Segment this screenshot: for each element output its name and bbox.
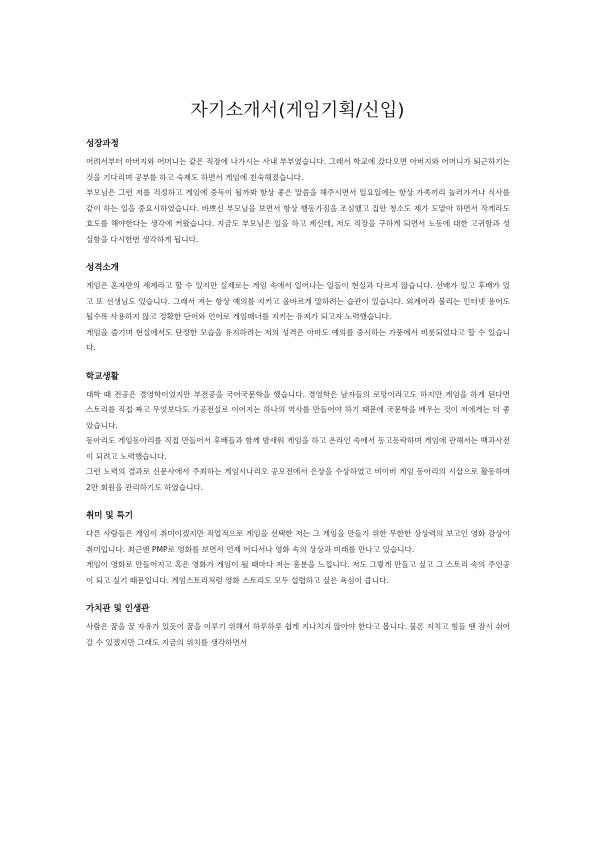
paragraph: 사람은 꿈을 꿀 자유가 있듯이 꿈을 이루기 위해서 하루하루 쉽게 지나치지 않아야 한다고 봅니다. 물론 지치고 힘들 땐 잠시 쉬어갈 수 있겠지만 그래도 지금의 위치를 생각하면서 xyxy=(86,622,510,647)
paragraph: 동아리도 게임동아리를 직접 만들어서 후배들과 함께 밤새워 게임을 하고 온라인 속에서 동고동락하며 게임에 관해서는 백과사전이 되려고 노력했습니다. xyxy=(86,436,510,461)
section-heading: 성격소개 xyxy=(86,263,119,273)
paragraph: 그런 노력의 결과로 신문사에서 주최하는 게임시나리오 공모전에서 은상을 수상하였고 비이버 게임 동아리의 시삽으로 활동하며 2만 회원을 관리하기도 하였습니다. xyxy=(86,467,510,492)
paragraph: 게임을 즐기며 현실에서도 단정한 모습을 유지하려는 저의 성격은 아마도 예의를 중시하는 가풍에서 비롯되었다고 할 수 있습니다. xyxy=(86,327,510,352)
section-heading: 학교생활 xyxy=(86,371,119,382)
paragraph: 게임이 영화로 만들어지고 혹은 영화가 게임이 될 때마다 저는 흥분을 느낍니다. 저도 그렇게 만들고 싶고 그 스토리 속의 주인공이 되고 싶기 때문입니다. 게임스토리처럼 영화 스토리도 모두 섭렵하고 싶은 욕심이 큽니다. xyxy=(86,560,510,585)
paragraph: 부모님은 그런 저를 걱정하고 게임에 중독이 될까봐 항상 좋은 말씀을 해주시면서 일요일에는 항상 가족끼리 놀러가거나 식사를 같이 하는 일을 중요시하였습니다. 바쁘신 부모님을 보면서 항상 행동가짐을 조심했고 집안 청소도 제가 도맡아 하면서 작게라도 효도를 해야한다는 생각에 커왔습니다. 지금도 부모님은 일을 하고 계신데, 저도 직장을 구하게 되면서 노동에 대한 고귀함과 성실함을 다시한번 생각하게 됩니다. xyxy=(86,188,510,244)
section-values xyxy=(86,603,510,650)
document-body xyxy=(86,138,510,665)
section-school-life xyxy=(86,371,510,496)
section-heading: 취미 및 특기 xyxy=(86,511,133,521)
paragraph: 대학 때 전공은 경영학이었지만 부전공을 국어국문학을 했습니다. 경영학은 남자들의 로망이라고도 하지만 게임을 하게 된다면 스토리를 직접 짜고 무엇보다도 가공전설로 이어지는 하나의 역사를 만들어야 하기 때문에 국문학을 배우는 것이 저에게는 더 좋았습니다. xyxy=(86,389,510,430)
section-personality xyxy=(86,262,510,356)
section-hobbies xyxy=(86,510,510,588)
paragraph: 다른 사람들은 게임이 취미이겠지만 직업적으로 게임을 선택한 저는 그 게임을 만들기 위한 무한한 상상력의 보고인 영화 감상이 취미입니다. 최근엔 PMP로 영화를 보면서 언제 어디서나 영화 속의 상상과 미래를 만나고 있습니다. xyxy=(86,529,510,554)
section-heading: 가치관 및 인생관 xyxy=(86,604,150,614)
paragraph: 게임은 혼자만의 세계라고 할 수 있지만 실제로는 게임 속에서 일어나는 일들이 현실과 다르지 않습니다. 선배가 있고 후배가 있고 또 선생님도 있습니다. 그래서 저는 항상 예의를 지키고 올바르게 말하려는 습관이 있습니다. 외계어라 불리는 인터넷 용어도 될수록 사용하지 않고 정확한 단어와 언어로 게임매너를 지키는 유저가 되고자 노력했습니다. xyxy=(86,281,510,321)
document-title: 자기소개서(게임기획/신입) xyxy=(190,100,405,121)
section-growth xyxy=(86,138,510,247)
paragraph: 어려서부터 아버지와 어머니는 같은 직장에 나가시는 사내 부부였습니다. 그래서 학교에 갔다오면 아버지와 어머니가 퇴근하기는 것을 기다리며 공부를 하고 숙제도 하면서 게임에 친숙해졌습니다. xyxy=(86,157,510,182)
section-heading: 성장과정 xyxy=(86,139,119,149)
